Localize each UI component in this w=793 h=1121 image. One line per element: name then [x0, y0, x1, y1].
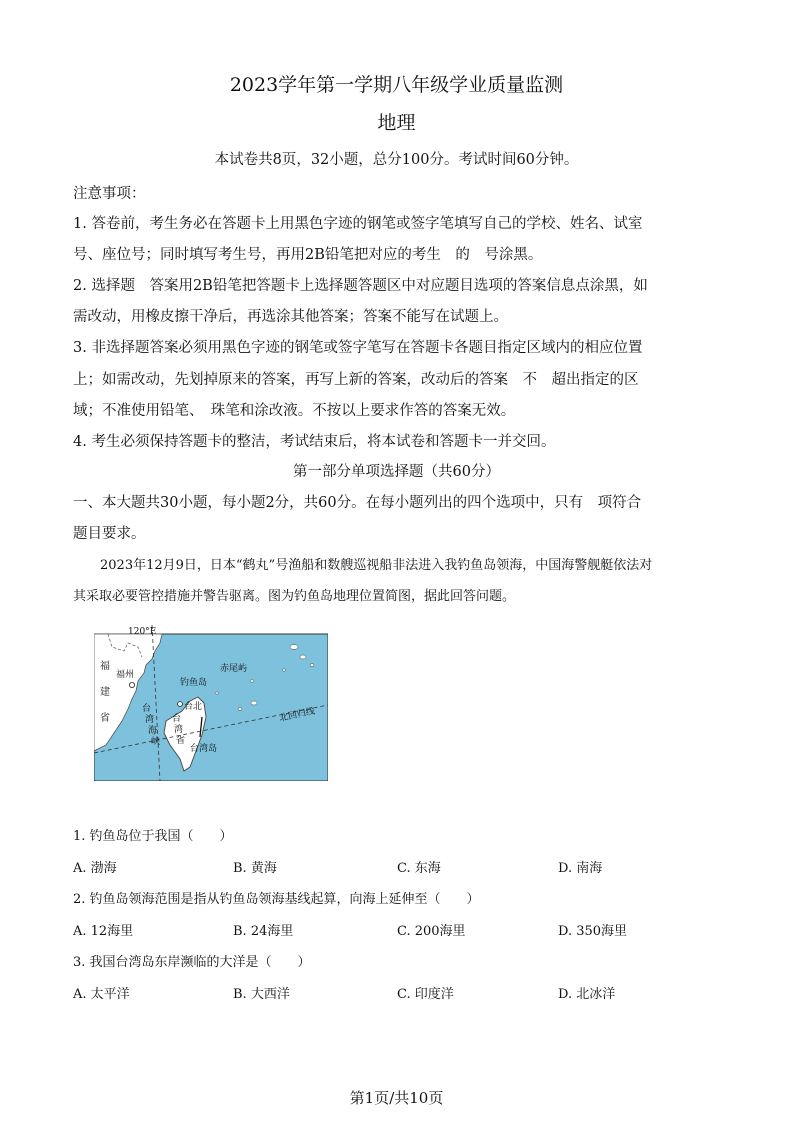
notice-heading: 注意事项： [73, 186, 146, 202]
province-label: 省 [100, 713, 110, 724]
notice-line: 2. 选择题 答案用2B铅笔把答题卡上选择题答题区中对应题目选项的答案信息点涂黑，如 [73, 278, 648, 294]
ryukyu-island [310, 664, 314, 667]
question-stem: 1. 钓鱼岛位于我国（ ） [73, 829, 233, 844]
ryukyu-island [290, 645, 298, 650]
option-b: B. 黄海 [233, 861, 277, 876]
taipei-label: 台北 [184, 702, 203, 712]
intro-line: 其采取必要管控措施并警告驱离。图为钓鱼岛地理位置简图，据此回答问题。 [73, 589, 516, 604]
taipei-marker [178, 702, 183, 707]
option-b: B. 24海里 [233, 924, 294, 939]
intro-line: 2023年12月9日，日本“鹤丸”号渔船和数艘巡视船非法进入我钓鱼岛领海，中国海警舰艇依法对 [100, 558, 653, 573]
option-b: B. 大西洋 [233, 987, 290, 1002]
ryukyu-island [300, 655, 306, 659]
question-stem: 2. 钓鱼岛领海范围是指从钓鱼岛领海基线起算，向海上延伸至（ ） [73, 892, 480, 907]
strait-label: 湾 [145, 715, 155, 725]
option-d: D. 北冰洋 [558, 987, 616, 1002]
ryukyu-island [283, 669, 286, 671]
diaoyu-label: 钓鱼岛 [180, 678, 208, 688]
page-footer: 第1页/共10页 [349, 1089, 444, 1107]
strait-label: 海 [148, 726, 158, 736]
island-label: 台湾岛 [190, 744, 218, 754]
notice-line: 3. 非选择题答案必须用黑色字迹的钢笔或签字笔写在答题卡各题目指定区域内的相应位置 [73, 340, 643, 356]
province-tw-label: 湾 [174, 725, 184, 735]
notice-line: 域；不准使用铅笔、 珠笔和涂改液。不按以上要求作答的答案无效。 [73, 403, 516, 419]
option-d: D. 南海 [558, 861, 603, 876]
notice-line: 号、座位号；同时填写考生号，再用2B铅笔把对应的考生 的 号涂黑。 [73, 247, 543, 263]
option-a: A. 太平洋 [73, 987, 130, 1002]
option-a: A. 渤海 [73, 861, 117, 876]
section-instruction: 一、本大题共30小题，每小题2分，共60分。在每小题列出的四个选项中，只有 项符合 [73, 495, 642, 511]
strait-label: 台 [142, 704, 152, 714]
strait-label: 峡 [151, 737, 161, 747]
notice-line: 上；如需改动，先划掉原来的答案，再写上新的答案，改动后的答案 不 超出指定的区 [73, 372, 639, 388]
chiwei-label: 赤尾屿 [220, 664, 248, 674]
exam-title: 2023学年第一学期八年级学业质量监测 [229, 74, 564, 96]
tropic-label: 北回归线 [278, 706, 316, 724]
fuzhou-marker [129, 682, 134, 687]
notice-line: 1. 答卷前，考生务必在答题卡上用黑色字迹的钢笔或签字笔填写自己的学校、姓名、试室 [73, 216, 643, 232]
section-instruction: 题目要求。 [73, 526, 146, 542]
option-a: A. 12海里 [73, 924, 134, 939]
yaeyama-island [251, 701, 257, 705]
diaoyu-location-map [94, 625, 328, 781]
option-d: D. 350海里 [558, 924, 628, 939]
option-c: C. 东海 [397, 861, 441, 876]
question-stem: 3. 我国台湾岛东岸濒临的大洋是（ ） [73, 955, 311, 970]
diaoyu-island [215, 692, 219, 694]
yaeyama-island [238, 708, 242, 711]
notice-line: 需改动，用橡皮擦干净后，再选涂其他答案；答案不能写在试题上。 [73, 309, 508, 325]
longitude-label: 120°E [128, 627, 157, 637]
section-title: 第一部分单项选择题（共60分） [293, 464, 500, 480]
chiwei-island [250, 680, 254, 682]
option-c: C. 200海里 [397, 924, 466, 939]
province-label: 福 [100, 661, 110, 672]
option-c: C. 印度洋 [397, 987, 454, 1002]
fuzhou-label: 福州 [116, 670, 135, 680]
subject-title: 地理 [377, 112, 416, 134]
notice-line: 4. 考生必须保持答题卡的整洁，考试结束后，将本试卷和答题卡一并交回。 [73, 434, 556, 450]
province-tw-label: 台 [172, 714, 182, 724]
province-tw-label: 省 [176, 736, 186, 746]
province-label: 建 [100, 687, 110, 698]
exam-info: 本试卷共8页，32小题，总分100分。考试时间60分钟。 [214, 152, 579, 168]
